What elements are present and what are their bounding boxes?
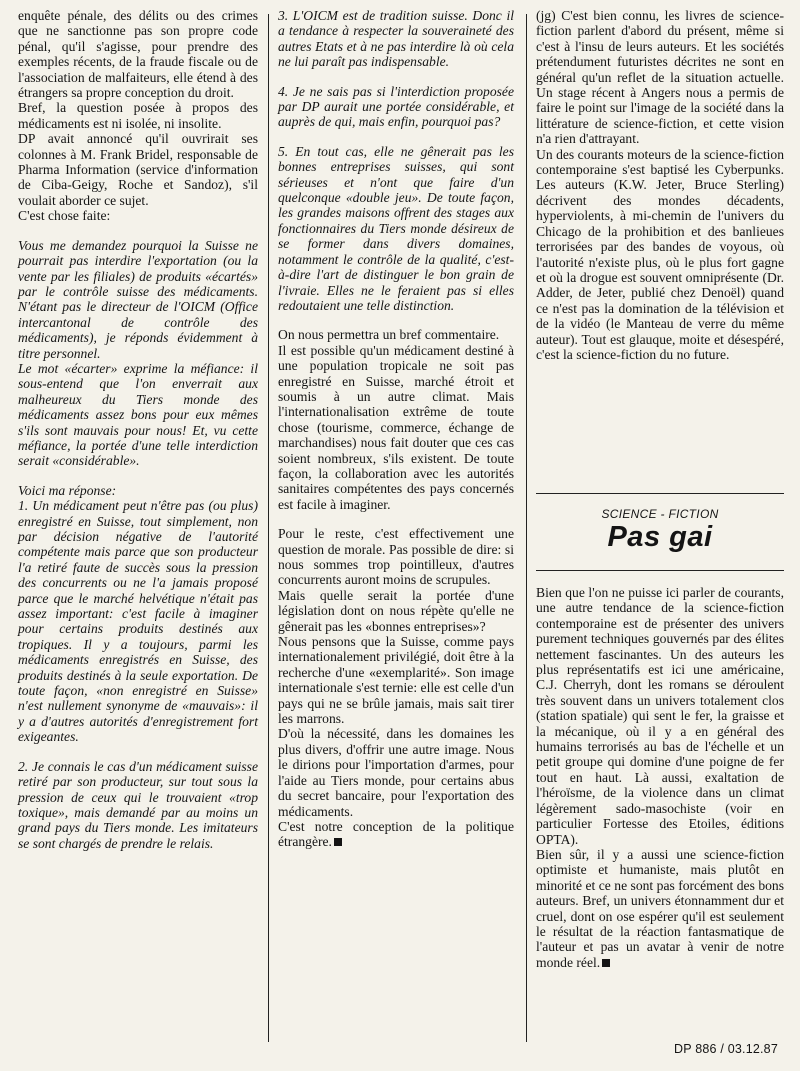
paragraph: 3. L'OICM est de tradition suisse. Donc il a tendance à respecter la souveraineté des autres Etats et à ne pas interdire là où cela ne lui paraît pas indispensable. [278, 8, 514, 70]
section-kicker: SCIENCE - FICTION [601, 507, 719, 521]
box-bottom-rule [536, 570, 784, 571]
paragraph: Bref, la question posée à propos des médicaments est ni isolée, ni insolite. [18, 100, 258, 131]
end-mark-icon [602, 959, 610, 967]
closing-text: C'est notre conception de la politique étrangère. [278, 818, 514, 850]
paragraph: Bien que l'on ne puisse ici parler de courants, une autre tendance de la science-fiction contemporaine est de présenter des univers purement techniques gouvernés par des élites nettement fascinantes. Un des auteurs les plus représentatifs est ici une américaine, C.J. Cherryh, dont les romans se déroulent très souvent dans un univers totalement clos (station spatiale) qui sent le fer, la graisse et la mécanique, où il y a en général des humains terrorisés au bas de l'échelle et un petit groupe qui domine d'une poigne de fer tout en haut. Là aussi, exaltation de l'héroïsme, de la violence dans un climat légèrement sado-masochiste (voir en particulier Fortesse des Etoiles, éditions OPTA). [536, 585, 784, 847]
paragraph: Un des courants moteurs de la science-fiction contemporaine s'est baptisé les Cyberpunks. Les auteurs (K.W. Jeter, Bruce Sterling) décrivent des mondes décadents, hyperviolents, à mi-chemin de l'univers du Chicago de la prohibition et des banlieues terrorisées par des bandes de voyous, où l'autorité n'existe plus, où le plus fort gagne et où la drogue est souvent omniprésente (Dr. Adder, de Jeter, publié chez Denoël) quand ce n'est pas la domination de la télévision et de la vidéo (le Manteau de verre du même auteur). Tout est glauque, moite et désespéré, c'est la science-fiction du no future. [536, 146, 784, 362]
issue-footer: DP 886 / 03.12.87 [674, 1042, 778, 1056]
paragraph: Le mot «écarter» exprime la méfiance: il sous-entend que l'on enverrait aux malheureux du Tiers monde des médicaments assez bons pour eux mêmes s'ils sont mauvais pour nous! Et, vu cette méfiance, la portée d'une telle interdiction serait «considérable». [18, 360, 258, 469]
paragraph: 5. En tout cas, elle ne gênerait pas les bonnes entreprises suisses, qui sont sérieuses et n'ont que faire d'un quelconque «double jeu». De toute façon, les grandes maisons offrent des stages aux fonctionnaires du Tiers monde désireux de se former dans divers domaines, notamment le contrôle de la qualité, c'est-à-dire l'art de distinguer le bon grain de l'ivraie. Elles ne le feraient pas si elles redoutaient une telle distinction. [278, 143, 514, 313]
paragraph: 1. Un médicament peut n'être pas (ou plus) enregistré en Suisse, tout simplement, non par décision négative de l'autorité compétente mais parce que son producteur l'a retiré faute de succès sous la pression des concurrents ou ne l'a jamais proposé parce que le marché helvétique n'était pas assez important: c'est facile à imaginer pour certains produits destinés aux tropiques. Il y a toujours, parmi les médicaments enregistrés en Suisse, des produits destinés à la seule exportation. De toute façon, «non enregistré en Suisse» n'est nullement synonyme de «mauvais»: il y a d'autres autorités d'enregistrement fort exigeantes. [18, 498, 258, 745]
paragraph: (jg) C'est bien connu, les livres de science-fiction parlent d'abord du présent, même si c'est à l'insu de leurs auteurs. Et les sociétés prétendument futuristes décrites ne sont en général qu'un reflet de la situation actuelle. Un stage récent à Angers nous a permis de faire le point sur l'image de la société dans la littérature de science-fiction, et cette vision n'a rien d'attrayant. [536, 8, 784, 147]
column-divider [268, 14, 269, 1042]
paragraph: C'est chose faite: [18, 208, 111, 224]
paragraph [536, 847, 784, 970]
paragraph: Nous pensons que la Suisse, comme pays internationalement privilégié, doit être à la recherche d'une «exemplarité». Son image internationale s'est ternie: elle est celle d'un pays qui ne se brûle jamais, mais sait tirer les marrons. [278, 634, 514, 727]
column-2 [278, 8, 514, 850]
paragraph: DP avait annoncé qu'il ouvrirait ses colonnes à M. Frank Bridel, responsable de Pharma Information (service d'information de Ciba-Geigy, Roche et Sandoz), s'il voulait aborder ce sujet. [18, 131, 258, 208]
end-mark-icon [334, 838, 342, 846]
paragraph: Il est possible qu'un médicament destiné à une population tropicale ne soit pas enregistré en Suisse, marché étroit et soumis à un autre climat. Mais l'internationalisation extrême de toute chose (tourisme, commerce, échange de marchandises) nous fait douter que ces cas soient nombreux, s'ils existent. De toute façon, la collaboration avec les autorités sanitaires compétentes des pays concernés est facile à imaginer. [278, 342, 514, 512]
column-3 [536, 8, 784, 362]
closing-text: Bien sûr, il y a aussi une science-fiction optimiste et humaniste, mais plutôt en minorité et ce ne sont pas forcément des bons auteurs. Bref, un univers étonnamment dur et cruel, dont on ose espérer qu'il est seulement le résultat de la réaction fantasmatique de l'auteur et pas un avatar à venir de notre monde réel. [536, 846, 784, 970]
paragraph: On nous permettra un bref commentaire. [278, 327, 500, 343]
box-article [536, 585, 784, 970]
column-divider [526, 14, 527, 1042]
paragraph: Vous me demandez pourquoi la Suisse ne pourrait pas interdire l'exportation (ou la vente par les filiales) de produits «écartés» par le contrôle suisse des médicaments. N'étant pas le directeur de l'OICM (Office intercantonal de contrôle des médicaments), je réponds évidemment à titre personnel. [18, 237, 258, 361]
paragraph: 4. Je ne sais pas si l'interdiction proposée par DP aurait une portée considérable, et auprès de qui, mais enfin, pourquoi pas? [278, 83, 514, 130]
paragraph: Pour le reste, c'est effectivement une question de morale. Pas possible de dire: si nous sommes trop pointilleux, d'autres concurrents auront moins de scrupules. [278, 526, 514, 588]
article-headline: Pas gai [607, 521, 713, 553]
column-1 [18, 8, 258, 851]
paragraph [278, 819, 514, 850]
paragraph: 2. Je connais le cas d'un médicament suisse retiré par son producteur, sur tout sous la pression de ceux qui le trouvaient «trop toxique», mais demandé par au moins un grand pays du Tiers monde. Les imitateurs se sont chargés de prendre le relais. [18, 758, 258, 851]
paragraph: Mais quelle serait la portée d'une législation dont on nous répète qu'elle ne gênerait pas les «bonnes entreprises»? [278, 587, 514, 634]
paragraph: enquête pénale, des délits ou des crimes que ne sanctionne pas son propre code pénal, qu'il s'agisse, pour prendre des exemples récents, de la fraude fiscale ou de l'association de malfaiteurs, elle étend à des étrangers sa propre conception du droit. [18, 8, 258, 101]
box-top-rule [536, 493, 784, 494]
paragraph: D'où la nécessité, dans les domaines les plus divers, d'offrir une autre image. Nous le dirions pour l'importation d'armes, pour l'aide au Tiers monde, pour certains abus du secret bancaire, pour l'exportation des médicaments. [278, 726, 514, 819]
paragraph: Voici ma réponse: [18, 482, 117, 498]
